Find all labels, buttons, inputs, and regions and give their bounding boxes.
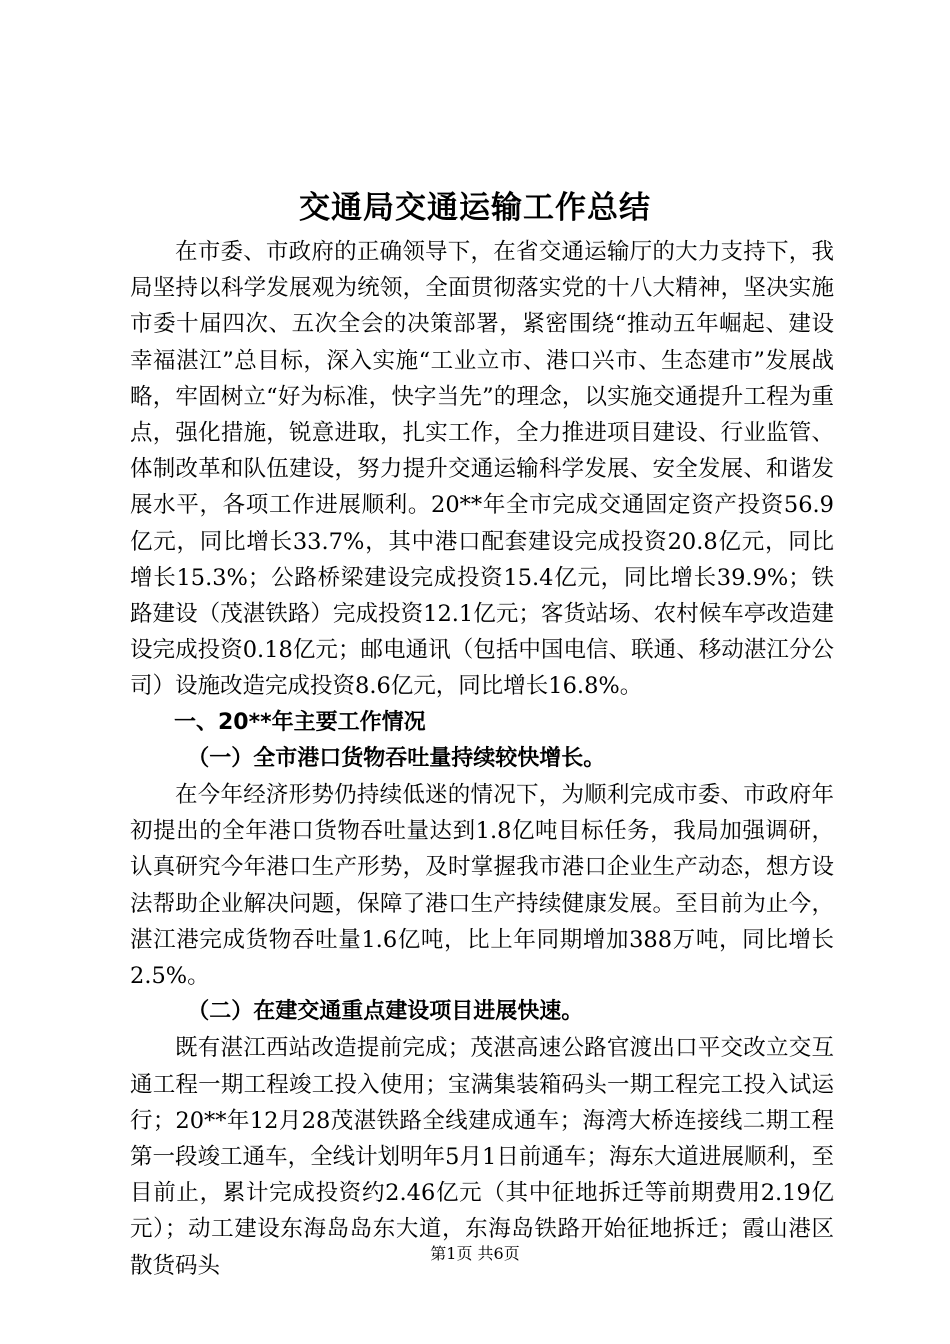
intro-paragraph: 在市委、市政府的正确领导下，在省交通运输厅的大力支持下，我局坚持以科学发展观为统领，全面贯彻落实党的十八大精神，坚决实施市委十届四次、五次全会的决策部署，紧密围绕“推动五年崛起、建设幸福湛江”总目标，深入实施“工业立市、港口兴市、生态建市”发展战略，牢固树立“好为标准，快字当先”的理念，以实施交通提升工程为重点，强化措施，锐意进取，扎实工作，全力推进项目建设、行业监管、体制改革和队伍建设，努力提升交通运输科学发展、安全发展、和谐发展水平，各项工作进展顺利。20**年全市完成交通固定资产投资56.9亿元，同比增长33.7%，其中港口配套建设完成投资20.8亿元，同比增长15.3%；公路桥梁建设完成投资15.4亿元，同比增长39.9%；铁路建设（茂湛铁路）完成投资12.1亿元；客货站场、农村候车亭改造建设完成投资0.18亿元；邮电通讯（包括中国电信、联通、移动湛江分公司）设施改造完成投资8.6亿元，同比增长16.8%。	[130, 239, 834, 700]
paragraph-key-projects: 既有湛江西站改造提前完成；茂湛高速公路官渡出口平交改立交互通工程一期工程竣工投入使用；宝满集装箱码头一期工程完工投入试运行；20**年12月28茂湛铁路全线建成通车；海湾大桥连接线二期工程第一段竣工通车，全线计划明年5月1日前通车；海东大道进展顺利，至目前止，累计完成投资约2.46亿元（其中征地拆迁等前期费用2.19亿元）；动工建设东海岛岛东大道，东海岛铁路开始征地拆迁；霞山港区散货码头	[130, 1035, 834, 1279]
subsection-heading-1: （一）全市港口货物吞吐量持续较快增长。	[187, 745, 606, 771]
section-heading: 一、20**年主要工作情况	[174, 709, 426, 735]
document-title: 交通局交通运输工作总结	[299, 190, 651, 226]
subsection-heading-2: （二）在建交通重点建设项目进展快速。	[187, 999, 584, 1025]
paragraph-port-throughput: 在今年经济形势仍持续低迷的情况下，为顺利完成市委、市政府年初提出的全年港口货物吞吐量达到1.8亿吨目标任务，我局加强调研，认真研究今年港口生产形势，及时掌握我市港口企业生产动态，想方设法帮助企业解决问题，保障了港口生产持续健康发展。至目前为止今，湛江港完成货物吞吐量1.6亿吨，比上年同期增加388万吨，同比增长2.5%。	[130, 782, 834, 990]
document-body	[130, 234, 834, 1284]
page-footer: 第1页 共6页	[430, 1244, 520, 1263]
